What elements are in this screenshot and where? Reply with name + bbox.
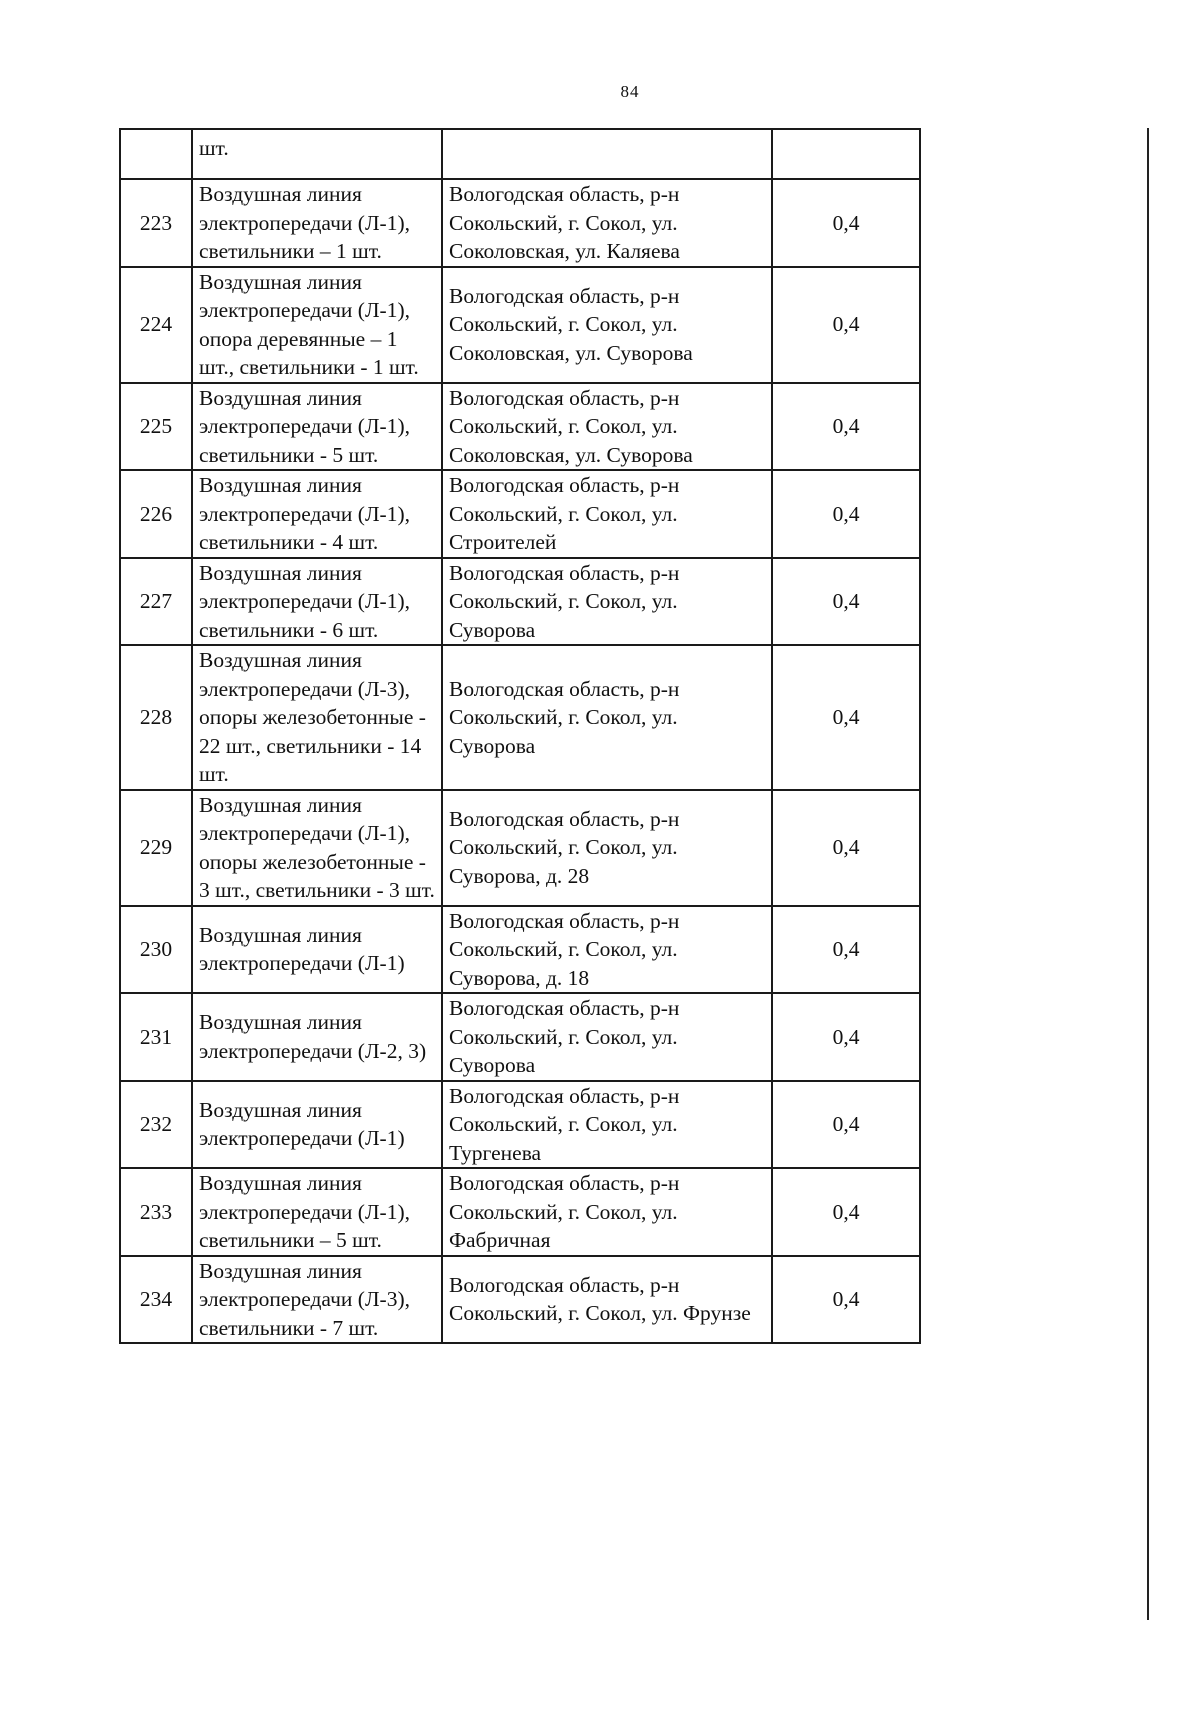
- object-address: Вологодская область, р-н Сокольский, г. Сокол, ул. Фрунзе: [442, 1256, 772, 1344]
- object-value: 0,4: [772, 267, 920, 383]
- table-row: [120, 383, 920, 471]
- object-address: Вологодская область, р-н Сокольский, г. Сокол, ул. Тургенева: [442, 1081, 772, 1169]
- object-name: Воздушная линия электропередачи (Л-1), светильники – 5 шт.: [192, 1168, 442, 1256]
- object-value: 0,4: [772, 1256, 920, 1344]
- object-address: [442, 129, 772, 179]
- table-row: [120, 179, 920, 267]
- object-value: 0,4: [772, 645, 920, 790]
- object-address: Вологодская область, р-н Сокольский, г. Сокол, ул. Соколовская, ул. Суворова: [442, 383, 772, 471]
- row-number: 226: [120, 470, 192, 558]
- object-value: 0,4: [772, 1168, 920, 1256]
- object-address: Вологодская область, р-н Сокольский, г. Сокол, ул. Фабричная: [442, 1168, 772, 1256]
- row-number: 231: [120, 993, 192, 1081]
- object-value: 0,4: [772, 1081, 920, 1169]
- object-address: Вологодская область, р-н Сокольский, г. Сокол, ул. Соколовская, ул. Каляева: [442, 179, 772, 267]
- row-number: 233: [120, 1168, 192, 1256]
- row-number: 229: [120, 790, 192, 906]
- table-row: [120, 1081, 920, 1169]
- row-number: 230: [120, 906, 192, 994]
- row-number: 223: [120, 179, 192, 267]
- object-name: Воздушная линия электропередачи (Л-2, 3): [192, 993, 442, 1081]
- object-value: 0,4: [772, 383, 920, 471]
- object-name: Воздушная линия электропередачи (Л-1): [192, 1081, 442, 1169]
- object-value: 0,4: [772, 790, 920, 906]
- object-value: 0,4: [772, 470, 920, 558]
- page-number: 84: [620, 82, 640, 101]
- table-row: [120, 790, 920, 906]
- table-row: [120, 993, 920, 1081]
- margin-rule: [1147, 128, 1149, 1620]
- object-address: Вологодская область, р-н Сокольский, г. Сокол, ул. Суворова, д. 28: [442, 790, 772, 906]
- table-row: [120, 1256, 920, 1344]
- table-row: [120, 645, 920, 790]
- object-name: Воздушная линия электропередачи (Л-1), опора деревянные – 1 шт., светильники - 1 шт.: [192, 267, 442, 383]
- row-number: 225: [120, 383, 192, 471]
- object-address: Вологодская область, р-н Сокольский, г. Сокол, ул. Суворова: [442, 645, 772, 790]
- object-value: 0,4: [772, 558, 920, 646]
- row-number: [120, 129, 192, 179]
- object-name: Воздушная линия электропередачи (Л-1): [192, 906, 442, 994]
- object-address: Вологодская область, р-н Сокольский, г. Сокол, ул. Строителей: [442, 470, 772, 558]
- object-value: 0,4: [772, 993, 920, 1081]
- object-address: Вологодская область, р-н Сокольский, г. Сокол, ул. Суворова, д. 18: [442, 906, 772, 994]
- table-row: [120, 267, 920, 383]
- table-row: [120, 470, 920, 558]
- object-address: Вологодская область, р-н Сокольский, г. Сокол, ул. Суворова: [442, 558, 772, 646]
- object-name: Воздушная линия электропередачи (Л-1), опоры железобетонные - 3 шт., светильники - 3 шт.: [192, 790, 442, 906]
- object-name: Воздушная линия электропередачи (Л-3), опоры железобетонные - 22 шт., светильники - 14 шт.: [192, 645, 442, 790]
- row-number: 227: [120, 558, 192, 646]
- row-number: 232: [120, 1081, 192, 1169]
- object-value: [772, 129, 920, 179]
- object-name: шт.: [192, 129, 442, 179]
- object-value: 0,4: [772, 179, 920, 267]
- object-value: 0,4: [772, 906, 920, 994]
- row-number: 234: [120, 1256, 192, 1344]
- object-name: Воздушная линия электропередачи (Л-1), светильники – 1 шт.: [192, 179, 442, 267]
- row-number: 224: [120, 267, 192, 383]
- property-table: [119, 128, 921, 1344]
- row-number: 228: [120, 645, 192, 790]
- object-address: Вологодская область, р-н Сокольский, г. Сокол, ул. Соколовская, ул. Суворова: [442, 267, 772, 383]
- object-address: Вологодская область, р-н Сокольский, г. Сокол, ул. Суворова: [442, 993, 772, 1081]
- object-name: Воздушная линия электропередачи (Л-1), светильники - 4 шт.: [192, 470, 442, 558]
- object-name: Воздушная линия электропередачи (Л-1), светильники - 5 шт.: [192, 383, 442, 471]
- table-row-continuation: [120, 129, 920, 179]
- object-name: Воздушная линия электропередачи (Л-3), светильники - 7 шт.: [192, 1256, 442, 1344]
- table-row: [120, 558, 920, 646]
- object-name: Воздушная линия электропередачи (Л-1), светильники - 6 шт.: [192, 558, 442, 646]
- table-row: [120, 1168, 920, 1256]
- table-row: [120, 906, 920, 994]
